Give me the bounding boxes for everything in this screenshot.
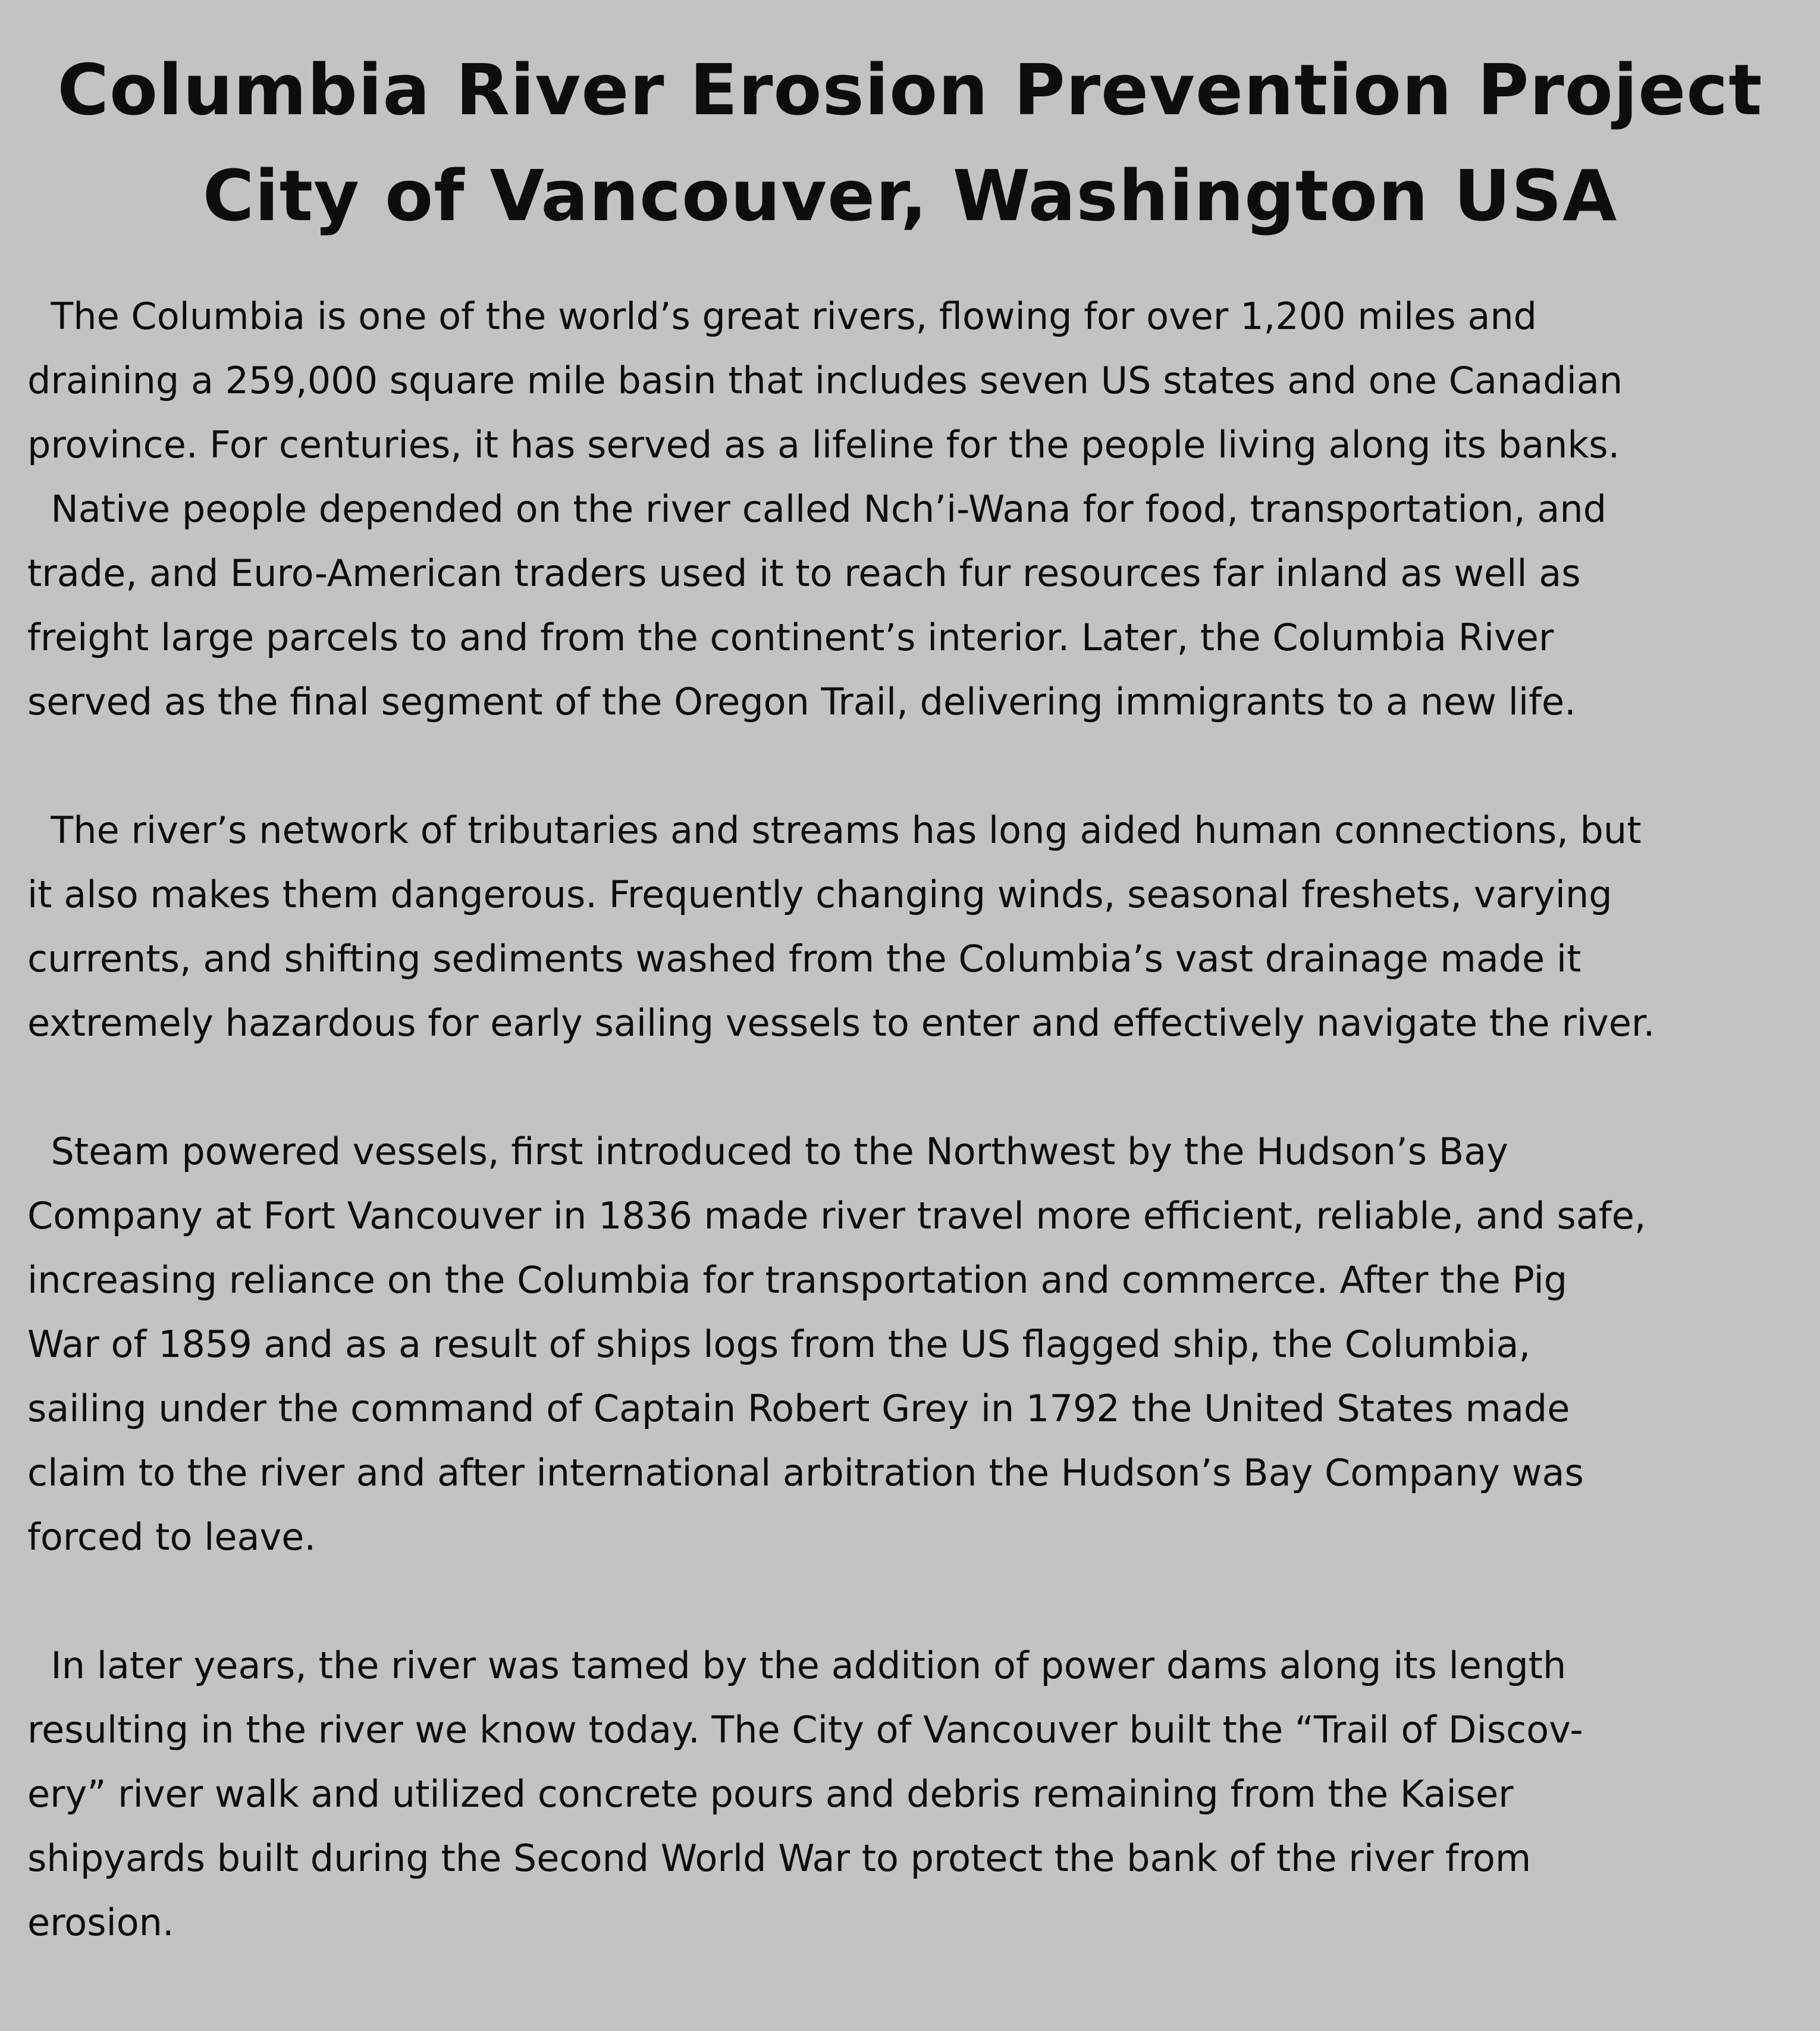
paragraph-4 [27, 1634, 1793, 1955]
page-title: Columbia River Erosion Prevention Project [57, 49, 1763, 131]
paragraph-1 [27, 284, 1793, 734]
text-line: served as the final segment of the Oregon Trail, delivering immigrants to a new life. [27, 680, 1576, 723]
text-line: Steam powered vessels, first introduced to the Northwest by the Hudson’s Bay [27, 1130, 1508, 1173]
text-line: resulting in the river we know today. The City of Vancouver built the “Trail of Discov- [27, 1708, 1583, 1751]
body-text [27, 284, 1793, 2019]
text-line: sailing under the command of Captain Robert Grey in 1792 the United States made [27, 1387, 1570, 1430]
page-subtitle: City of Vancouver, Washington USA [202, 155, 1618, 237]
text-line: erosion. [27, 1901, 174, 1944]
text-line: province. For centuries, it has served as a lifeline for the people living along its banks. [27, 423, 1620, 466]
text-line: Company at Fort Vancouver in 1836 made river travel more efficient, reliable, and safe, [27, 1194, 1646, 1237]
text-line: The river’s network of tributaries and streams has long aided human connections, but [27, 808, 1642, 852]
text-line: it also makes them dangerous. Frequently changing winds, seasonal freshets, varying [27, 873, 1612, 916]
text-line: increasing reliance on the Columbia for transportation and commerce. After the Pig [27, 1258, 1568, 1302]
text-line: The Columbia is one of the world’s great rivers, flowing for over 1,200 miles and [27, 294, 1537, 338]
text-line: draining a 259,000 square mile basin that includes seven US states and one Canadian [27, 359, 1623, 402]
text-line: Native people depended on the river called Nch’i-Wana for food, transportation, and [27, 487, 1607, 531]
text-line: forced to leave. [27, 1515, 316, 1559]
text-line: claim to the river and after international arbitration the Hudson’s Bay Company was [27, 1451, 1584, 1494]
text-line: currents, and shifting sediments washed from the Columbia’s vast drainage made it [27, 937, 1581, 980]
paragraph-3 [27, 1120, 1793, 1569]
text-line: ery” river walk and utilized concrete pours and debris remaining from the Kaiser [27, 1772, 1514, 1816]
text-line: trade, and Euro-American traders used it to reach fur resources far inland as well as [27, 551, 1581, 595]
title-block [0, 37, 1820, 249]
paragraph-2 [27, 798, 1793, 1055]
text-line: freight large parcels to and from the continent’s interior. Later, the Columbia River [27, 616, 1554, 659]
text-line: War of 1859 and as a result of ships logs from the US flagged ship, the Columbia, [27, 1322, 1531, 1366]
text-line: extremely hazardous for early sailing vessels to enter and effectively navigate the river. [27, 1001, 1655, 1045]
text-line: shipyards built during the Second World War to protect the bank of the river from [27, 1836, 1532, 1880]
text-line: In later years, the river was tamed by the addition of power dams along its length [27, 1644, 1567, 1687]
